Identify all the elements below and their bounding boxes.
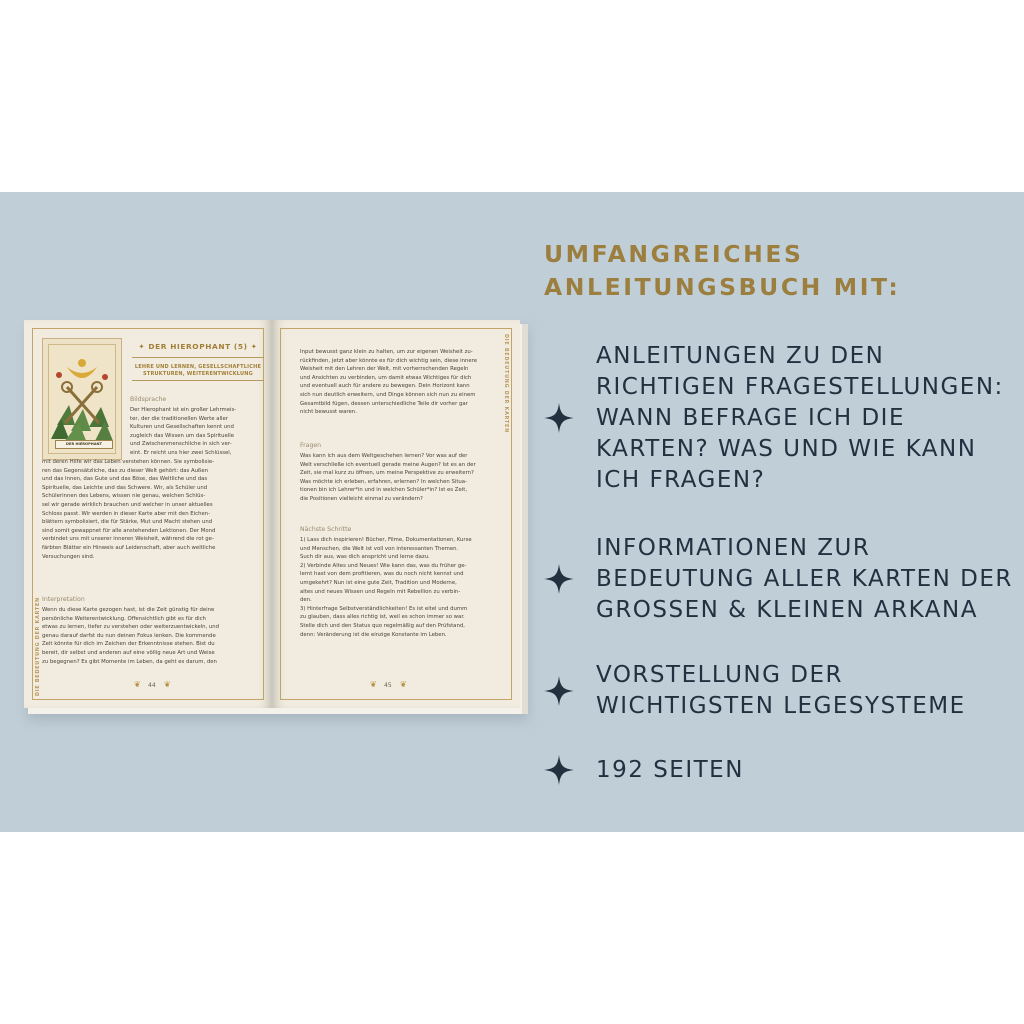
left-page [24, 320, 272, 708]
laurel-left-icon: ❦ [370, 680, 377, 689]
heading-rule-bottom [132, 380, 264, 381]
feature-heading-line-2: ANLEITUNGSBUCH MIT: [544, 273, 901, 301]
section-naechste-schritte: Nächste Schritte [300, 526, 352, 533]
left-text-block-2: mit deren Hilfe wir das Leben verstehen können. Sie symbolisie- ren das Gegensätzliche, das zu dieser Welt gehört: das Außen und das Innen, das Gute und das Böse, das Weltliche und das Spirituelle, das Leichte und das Schwere. Wir, als Schüler und Schülerinnen des Lebens, wissen nie genau, welchen Schlüs- sel wir gerade wirklich brauchen und welcher in unser aktuelles Schloss passt. Wir werden in dieser Karte aber mit den Eichen- blättern symbolisiert, die für Stärke, Mut und Macht stehen und sind somit gewappnet für alle anstehenden Lektionen. Der Mond verbindet uns mit unserer inneren Weisheit, während die rot ge- färbten Blätter ein Hinweis auf Leidenschaft, aber auch weltliche Versuchungen sind. [42, 459, 216, 560]
left-text-block-1: Der Hierophant ist ein großer Lehrmeis- ter, der die traditionellen Werte aller Kulturen und Gesellschaften kennt und zugleich das Wissen um das Spirituelle und Zwischenmenschliche in sich ver- eint. Er reicht uns hier zwei Schlüssel, [130, 407, 237, 456]
feature-item-fragestellungen [544, 341, 1014, 501]
feature-text-4: 192 SEITEN [596, 757, 744, 783]
card-artwork [48, 344, 116, 454]
right-text-block-3: 1) Lass dich inspirieren! Bücher, Filme, Dokumentationen, Kurse und Menschen, die Welt ist voll von interessanten Themen. Such dir aus, was dich anspricht und lerne dazu. 2) Verbinde Altes und Neues! Wie kann das, was du früher ge- lernt hast von dem profitieren, was du noch nicht kennst und umgekehrt? Nun ist eine gute Zeit, Tradition und Moderne, altes und neues Wissen und Regeln mit Rebellion zu verbin- den. 3) Hinterfrage Selbstverständlichkeiten! Es ist eitel und dumm zu glauben, dass alles richtig ist, weil es schon immer so war. Stelle dich und den Status quo regelmäßig auf den Prüfstand, denn: Veränderung ist die einzige Konstante im Leben. [300, 537, 472, 638]
right-page-side-label: DIE BEDEUTUNG DER KARTEN [503, 334, 508, 433]
feature-heading-line-1: UMFANGREICHES [544, 240, 804, 268]
feature-text-1: ANLEITUNGEN ZU DEN RICHTIGEN FRAGESTELLUNGEN: WANN BEFRAGE ICH DIE KARTEN? WAS UND WIE KANN ICH FRAGEN? [596, 343, 1004, 493]
feature-text-3: VORSTELLUNG DER WICHTIGSTEN LEGESYSTEME [596, 662, 966, 719]
feature-item-legesysteme [544, 660, 1014, 730]
hierophant-illustration [49, 345, 115, 453]
laurel-right-icon: ❦ [164, 680, 171, 689]
four-point-star-icon [544, 676, 574, 706]
four-point-star-icon [544, 403, 574, 433]
tarot-card-image [42, 338, 122, 460]
section-interpretation: Interpretation [42, 596, 85, 603]
left-text-block-3: Wenn du diese Karte gezogen hast, ist die Zeit günstig für deine persönliche Weiterentwicklung. Offensichtlich gibt es für dich etwas zu lernen, tiefer zu verstehen oder weiterzuentwickeln, und genau darauf darfst du nun deinen Fokus lenken. Die kommende Zeit könnte für dich im Zeichen der Erkenntnisse stehen. Bist du bereit, dir selbst und anderen auf eine völlig neue Art und Weise zu begegnen? Es gibt Momente im Leben, da geht es darum, den [42, 607, 220, 665]
right-text-block-1: Input bewusst ganz klein zu halten, um zur eigenen Weisheit zu- rückfinden, jetzt aber könnte es für dich wichtig sein, diese innere Weisheit mit den Lehren der Welt, mit vorherrschenden Regeln und Ansichten zu verbinden, um damit etwas Wichtiges für dich und eventuell auch für andere zu bewegen. Dein Horizont kann sich nun deutlich erweitern, und Dinge können sich nun zu einem Gesamtbild fügen, dessen unterschiedliche Teile dir vorher gar nicht bewusst waren. [300, 349, 478, 416]
four-point-star-icon [544, 564, 574, 594]
open-book [22, 318, 526, 714]
left-page-side-label: DIE BEDEUTUNG DER KARTEN [36, 597, 41, 696]
feature-item-seiten [544, 755, 1014, 795]
card-title-heading: ✦ DER HIEROPHANT (5) ✦ [138, 342, 258, 351]
feature-heading [544, 238, 1004, 304]
page-number-left: 44 [148, 682, 156, 689]
section-bildsprache: Bildsprache [130, 396, 167, 403]
right-page [272, 320, 520, 708]
section-fragen: Fragen [300, 442, 322, 449]
feature-text-2: INFORMATIONEN ZUR BEDEUTUNG ALLER KARTEN DER GROSSEN & KLEINEN ARKANA [596, 535, 1013, 623]
right-text-block-2: Was kann ich aus dem Weltgeschehen lernen? Vor was auf der Welt verschließe ich eventuell gerade meine Augen? Ist es an der Zeit, sie mal kurz zu öffnen, um meine Perspektive zu erweitern? Was möchte ich erleben, erfahren, erlernen? In welchen Situa- tionen bin ich Lehrer*in und in welchen Schüler*in? Ist es Zeit, die Positionen vielleicht einmal zu verändern? [300, 453, 476, 502]
heading-rule-top [132, 357, 264, 358]
card-title-label: DER HIEROPHANT [55, 440, 113, 449]
laurel-right-icon: ❦ [400, 680, 407, 689]
page-number-right: 45 [384, 682, 392, 689]
card-keywords: LEHRE UND LERNEN, GESELLSCHAFTLICHE STRUKTUREN, WEITERENTWICKLUNG [134, 364, 262, 377]
laurel-left-icon: ❦ [134, 680, 141, 689]
four-point-star-icon [544, 755, 574, 785]
feature-item-bedeutung [544, 533, 1014, 633]
